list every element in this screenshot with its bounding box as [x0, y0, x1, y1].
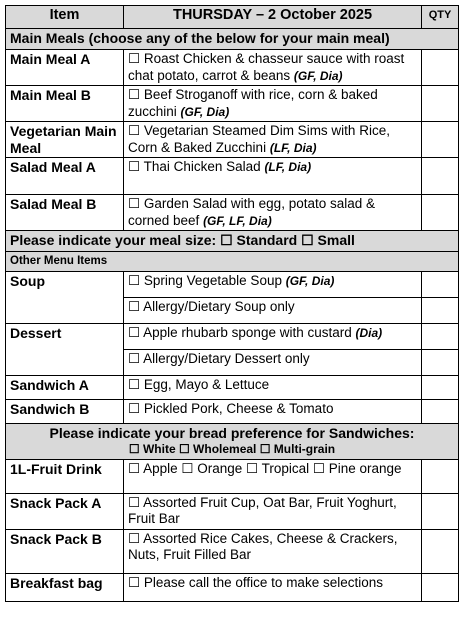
- meal-option[interactable]: [124, 122, 422, 158]
- dessert-option-2[interactable]: ☐ Allergy/Dietary Dessert only: [124, 349, 422, 375]
- dietary-tag: (GF, Dia): [285, 273, 335, 288]
- item-name: Main Meal A: [6, 50, 124, 86]
- meal-option[interactable]: [124, 50, 422, 86]
- qty-cell[interactable]: [422, 399, 459, 423]
- option-text: ☐ Garden Salad with egg, potato salad & corned beef: [128, 196, 376, 228]
- main-meals-banner: Main Meals (choose any of the below for your main meal): [6, 29, 459, 50]
- soup-option-2[interactable]: ☐ Allergy/Dietary Soup only: [124, 297, 422, 323]
- other-items-banner: Other Menu Items: [6, 252, 459, 272]
- qty-cell[interactable]: [422, 573, 459, 601]
- item-name: Dessert: [6, 323, 124, 375]
- meal-size-prompt[interactable]: Please indicate your meal size: ☐ Standard ☐ Small: [6, 231, 459, 252]
- item-name: Breakfast bag: [6, 573, 124, 601]
- dietary-tag: (Dia): [355, 325, 383, 340]
- meal-option[interactable]: [124, 158, 422, 195]
- option-text: ☐ Roast Chicken & chasseur sauce with roast chat potato, carrot & beans: [128, 51, 405, 83]
- dietary-tag: (GF, Dia): [180, 104, 230, 119]
- menu-row-vegetarian-main-meal: [6, 122, 459, 158]
- item-column-header: Item: [6, 6, 124, 29]
- qty-cell[interactable]: [422, 86, 459, 122]
- qty-column-header: QTY: [422, 6, 459, 29]
- bread-preference-title: Please indicate your bread preference for Sandwiches:: [49, 424, 415, 441]
- item-name: Main Meal B: [6, 86, 124, 122]
- qty-cell[interactable]: [422, 459, 459, 493]
- bread-preference: [6, 423, 459, 459]
- qty-cell[interactable]: [422, 375, 459, 399]
- extra-option[interactable]: ☐ Please call the office to make selections: [124, 573, 422, 601]
- item-name: Soup: [6, 271, 124, 323]
- qty-cell[interactable]: [422, 323, 459, 349]
- menu-row-soup: [6, 271, 459, 297]
- item-name: Snack Pack B: [6, 529, 124, 573]
- extra-option[interactable]: ☐ Assorted Fruit Cup, Oat Bar, Fruit Yoghurt, Fruit Bar: [124, 493, 422, 529]
- qty-cell[interactable]: [422, 158, 459, 195]
- menu-row-main-meal-b: [6, 86, 459, 122]
- menu-row-sandwich-b: [6, 399, 459, 423]
- option-text: ☐ Thai Chicken Salad: [128, 159, 265, 174]
- dietary-tag: (LF, Dia): [264, 160, 312, 174]
- item-name: Salad Meal A: [6, 158, 124, 195]
- qty-cell[interactable]: [422, 349, 459, 375]
- menu-row-dessert: [6, 323, 459, 349]
- menu-row-fruit-drink: [6, 459, 459, 493]
- menu-row-salad-meal-a: [6, 158, 459, 195]
- meal-size-row: [6, 231, 459, 252]
- bread-preference-row: [6, 423, 459, 459]
- bread-preference-options[interactable]: ☐ White ☐ Wholemeal ☐ Multi-grain: [128, 442, 336, 456]
- sandwich-option[interactable]: ☐ Egg, Mayo & Lettuce: [124, 375, 422, 399]
- item-name: Sandwich B: [6, 399, 124, 423]
- menu-row-snack-pack-a: [6, 493, 459, 529]
- option-text: ☐ Vegetarian Steamed Dim Sims with Rice, Corn & Baked Zucchini: [128, 123, 390, 155]
- soup-option-1[interactable]: [124, 271, 422, 297]
- meal-option[interactable]: [124, 195, 422, 231]
- dietary-tag: (GF, Dia): [293, 68, 343, 83]
- menu-order-table: [5, 5, 459, 602]
- header-row: [6, 6, 459, 29]
- qty-cell[interactable]: [422, 122, 459, 158]
- item-name: Salad Meal B: [6, 195, 124, 231]
- qty-cell[interactable]: [422, 50, 459, 86]
- option-text: ☐ Apple rhubarb sponge with custard: [128, 324, 356, 340]
- day-column-header: THURSDAY – 2 October 2025: [124, 6, 422, 29]
- qty-cell[interactable]: [422, 195, 459, 231]
- item-name: Snack Pack A: [6, 493, 124, 529]
- sandwich-option[interactable]: ☐ Pickled Pork, Cheese & Tomato: [124, 399, 422, 423]
- menu-row-breakfast-bag: [6, 573, 459, 601]
- meal-option[interactable]: [124, 86, 422, 122]
- item-name: 1L-Fruit Drink: [6, 459, 124, 493]
- extra-option[interactable]: ☐ Apple ☐ Orange ☐ Tropical ☐ Pine orange: [124, 459, 422, 493]
- option-text: ☐ Beef Stroganoff with rice, corn & baked zucchini: [128, 87, 378, 119]
- qty-cell[interactable]: [422, 297, 459, 323]
- main-meals-banner-row: [6, 29, 459, 50]
- menu-row-snack-pack-b: [6, 529, 459, 573]
- menu-row-sandwich-a: [6, 375, 459, 399]
- qty-cell[interactable]: [422, 529, 459, 573]
- extra-option[interactable]: ☐ Assorted Rice Cakes, Cheese & Crackers, Nuts, Fruit Filled Bar: [124, 529, 422, 573]
- qty-cell[interactable]: [422, 271, 459, 297]
- qty-cell[interactable]: [422, 493, 459, 529]
- menu-row-salad-meal-b: [6, 195, 459, 231]
- dietary-tag: (GF, LF, Dia): [203, 213, 272, 228]
- dietary-tag: (LF, Dia): [269, 140, 317, 155]
- option-text: ☐ Spring Vegetable Soup: [128, 272, 286, 288]
- dessert-option-1[interactable]: [124, 323, 422, 349]
- menu-row-main-meal-a: [6, 50, 459, 86]
- item-name: Vegetarian Main Meal: [6, 122, 124, 158]
- other-items-banner-row: [6, 252, 459, 272]
- item-name: Sandwich A: [6, 375, 124, 399]
